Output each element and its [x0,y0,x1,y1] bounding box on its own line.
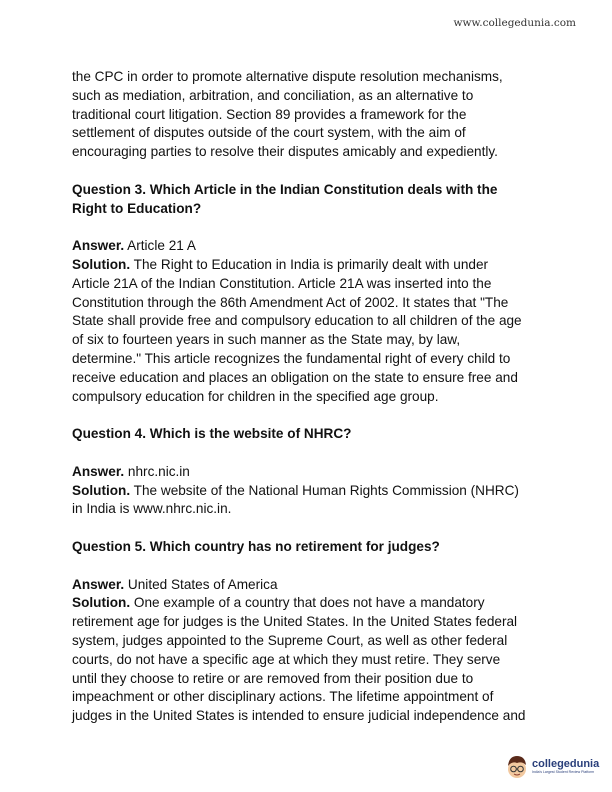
text-line: encouraging parties to resolve their disputes amicably and expediently. [72,144,498,160]
text-line: settlement of disputes outside of the court system, with the aim of [72,125,466,141]
question-heading: Question 4. Which is the website of NHRC? [72,426,352,442]
intro-paragraph [72,68,552,162]
text-line: receive education and places an obligation on the state to ensure free and [72,369,518,385]
text-line: in India is www.nhrc.nic.in. [72,501,232,517]
solution [72,256,552,275]
text-line: compulsory education for children in the specified age group. [72,388,439,404]
question-heading: Question 5. Which country has no retirement for judges? [72,538,440,554]
text-line: until they choose to retire or are removed from their position due to [72,670,474,686]
solution [72,594,552,613]
answer-label: Answer. [72,463,125,479]
logo-name: collegedunia [532,757,600,770]
answer-label: Answer. [72,238,125,254]
answer [72,576,552,595]
solution-label: Solution. [72,482,131,498]
mascot-icon [505,752,529,780]
solution-text: The Right to Education in India is primarily dealt with under [130,256,489,272]
document-body [72,68,552,726]
answer-text: nhrc.nic.in [124,463,190,479]
solution-label: Solution. [72,256,131,272]
text-line: the CPC in order to promote alternative dispute resolution mechanisms, [72,69,503,84]
answer-text: Article 21 A [124,238,196,254]
text-line: Article 21A of the Indian Constitution. Article 21A was inserted into the [72,275,492,291]
question-heading: Question 3. Which Article in the Indian Constitution deals with the [72,181,498,197]
question-3 [72,181,552,407]
text-line: retirement age for judges is the United States. In the United States federal [72,614,518,630]
text-line: of six to fourteen years in such manner as the State may, by law, [72,332,461,348]
answer-label: Answer. [72,576,125,592]
header-url: www.collegedunia.com [453,17,576,29]
question-heading: Right to Education? [72,200,202,216]
answer [72,463,552,482]
text-line: courts, do not have a specific age at which they must retire. They serve [72,651,501,667]
text-line: impeachment or other disciplinary actions. The lifetime appointment of [72,689,494,705]
text-line: determine." This article recognizes the fundamental right of every child to [72,350,511,366]
answer [72,237,552,256]
answer-text: United States of America [124,576,278,592]
solution [72,482,552,501]
solution-text: The website of the National Human Rights Commission (NHRC) [130,482,519,498]
text-line: such as mediation, arbitration, and conciliation, as an alternative to [72,87,474,103]
solution-text: One example of a country that does not have a mandatory [130,595,485,611]
text-line: traditional court litigation. Section 89 provides a framework for the [72,106,467,122]
solution-label: Solution. [72,595,131,611]
logo-tagline: India's Largest Student Review Platform [532,769,595,774]
question-4 [72,425,552,519]
text-line: system, judges appointed to the Supreme Court, as well as other federal [72,632,508,648]
collegedunia-logo [505,752,599,780]
text-line: judges in the United States is intended to ensure judicial independence and [72,708,526,724]
text-line: Constitution through the 86th Amendment Act of 2002. It states that "The [72,294,509,310]
text-line: State shall provide free and compulsory education to all children of the age [72,313,522,329]
question-5 [72,538,552,726]
